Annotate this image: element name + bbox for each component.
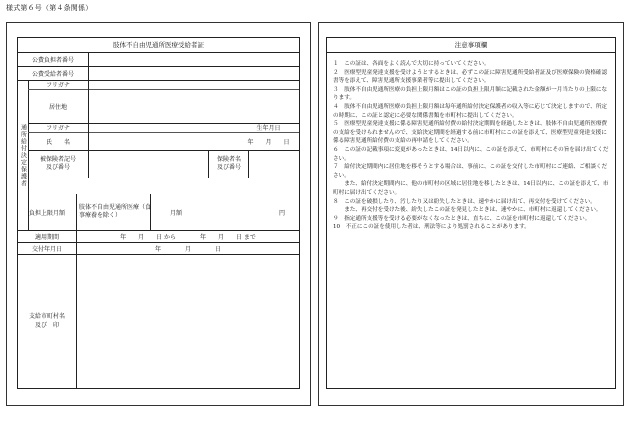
value-insurer[interactable]: [248, 150, 299, 178]
row-limit: [18, 194, 299, 231]
row-public-recipient: [18, 66, 299, 81]
note-item: また、再交付を受けた後、紛失したこの証を発見したときは、速やかに、市町村に返還してください。: [333, 207, 602, 214]
limit-description: 肢体不自由児通所医療（食事療養を除く）: [76, 194, 153, 230]
form-number: 様式第６号（第４条関係）: [6, 4, 93, 12]
value-name[interactable]: [88, 132, 239, 150]
label-period: 適用期間: [34, 233, 59, 241]
note-item: ９ 指定通所支援等を受ける必要がなくなったときは、直ちに、この証を市町村に返還してください。: [333, 215, 591, 222]
value-municipality[interactable]: [76, 254, 299, 388]
value-furigana-2[interactable]: [88, 123, 239, 132]
note-item: １ この証は、各面をよく読んで大切に持っていてください。: [333, 61, 490, 67]
value-public-payer[interactable]: [88, 52, 299, 66]
value-address[interactable]: [88, 89, 299, 123]
certificate-panel: [6, 22, 311, 406]
certificate-title: 肢体不自由児通所医療受給者証: [18, 38, 299, 53]
label-yen: 円: [279, 209, 286, 217]
label-public-payer: 公費負担者番号: [31, 56, 74, 64]
label-birthdate: 生年月日: [256, 125, 281, 132]
notes-title: 注意事項欄: [327, 38, 615, 53]
label-public-recipient: 公費受給者番号: [31, 70, 74, 78]
label-insurer: 保険者名 及び番号: [208, 150, 249, 178]
label-name: 氏 名: [45, 138, 70, 146]
row-public-payer: [18, 52, 299, 67]
value-issue-date[interactable]: 年 月 日: [76, 242, 299, 254]
label-address: 居住地: [48, 103, 67, 111]
row-name: [28, 132, 299, 151]
note-item: ７ 給付決定期間内に居住地を移そうとする場合は、事前に、この証を交付した市町村にご連絡、ご相談ください。: [333, 164, 608, 179]
label-municipality: 支給市町村名 及び 印: [28, 313, 65, 329]
label-limit: 負担上限月額: [28, 209, 65, 217]
value-period[interactable]: 年 月 日 から 年 月 日 まで: [76, 230, 299, 242]
value-public-recipient[interactable]: [88, 66, 299, 80]
row-insurance: [28, 150, 299, 178]
value-birthdate[interactable]: 年 月 日: [247, 138, 290, 146]
certificate-frame: [17, 37, 300, 389]
value-furigana-1[interactable]: [88, 80, 299, 89]
note-item: ４ 肢体不自由児通所医療の負担上限月額は毎年通所給付決定保護者の収入等に応じて決定しますので、所定の時期に、この証と認定に必要な関係書類を市町村に提出してください。: [333, 103, 607, 119]
note-item: ６ この証の記載事項に変更があったときは、14日以内に、この証を添えて、市町村にその旨を届け出てください。: [333, 146, 609, 162]
label-insured-number: 被保険者記号 及び番号: [39, 156, 76, 171]
value-insured-number[interactable]: [88, 150, 209, 178]
guardian-side-label: 通所給付決定保護者: [18, 80, 29, 230]
label-furigana-1: フリガナ: [46, 82, 70, 89]
label-monthly: 月額: [150, 194, 201, 230]
note-item: 10 不正にこの証を使用した者は、刑法等により処罰されることがあります。: [333, 224, 530, 231]
notes-frame: [326, 37, 616, 389]
notes-panel: [318, 22, 624, 406]
label-issue-date: 交付年月日: [31, 245, 62, 253]
note-item: ８ この証を破損したり、汚したり又は紛失したときは、速やかに届け出て、再交付を受けてください。: [333, 198, 596, 205]
row-municipality: [18, 254, 299, 388]
note-item: ２ 医療型児童発達支援を受けようとするときは、必ずこの証に障害児通所受給者証及び医療保険の資格確認書等を添えて、障害児通所支援事業者等に提出してください。: [333, 69, 608, 85]
note-item: ５ 医療型児童発達支援に係る障害児通所給付費の給付決定期間を経過したときは、肢体不自由児通所医療費の支給を受けられませんので、支給決定期間を経過する前に市町村にこの証を添えて、医療型児童発達支援に係る障害児通所給付費の支給の再申請をしてください。: [333, 121, 608, 145]
note-item: また、給付決定期間内に、他の市町村の区域に居住地を移したときは、14日以内に、この証を添えて、市町村に届け出てください。: [333, 181, 609, 196]
row-address: [28, 89, 299, 124]
value-limit[interactable]: [200, 194, 279, 230]
notes-list: [333, 60, 610, 232]
note-item: ３ 肢体不自由児通所医療の負担上限月額はこの証の負担上限月額に記載された金額が一月当たりの上限になります。: [333, 86, 608, 102]
label-furigana-2: フリガナ: [46, 125, 70, 132]
